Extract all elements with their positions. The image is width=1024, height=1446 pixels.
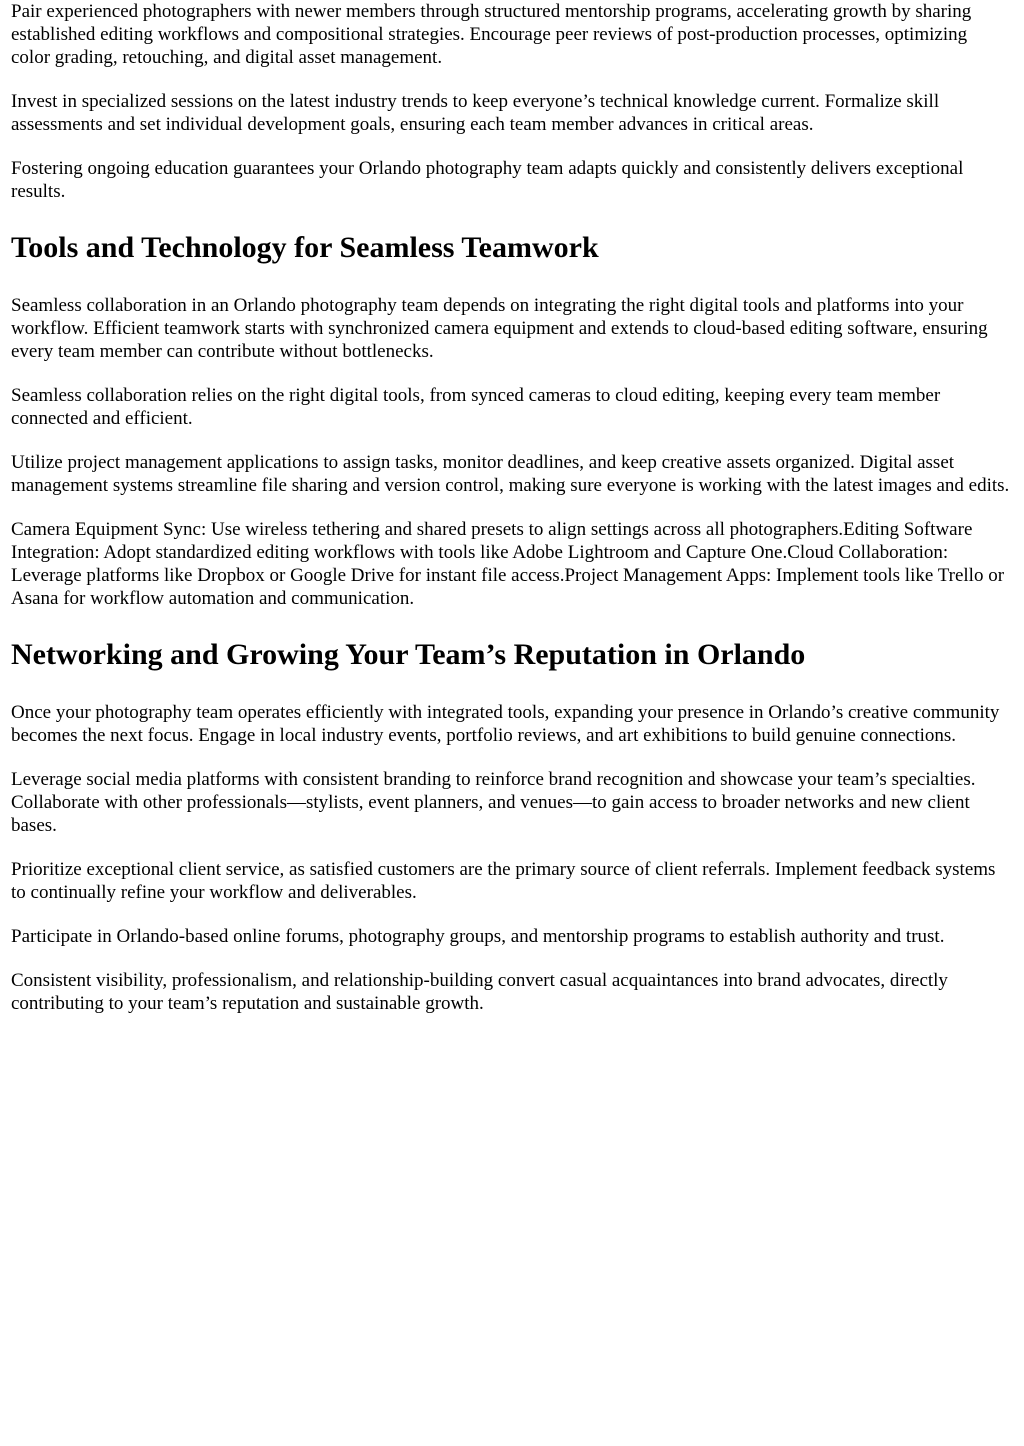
tools-section-heading: Tools and Technology for Seamless Teamwork (11, 231, 599, 264)
intro-paragraph-mentorship: Pair experienced photographers with newer members through structured mentorship programs, accelerating growth by sharing established editing workflows and compositional strategies. Encourage peer reviews of post-production processes, optimizing color grading, retouching, and digital asset management. (11, 1, 972, 68)
tools-paragraph-tool-list: Camera Equipment Sync: Use wireless tethering and shared presets to align settings across all photographers.Editing Software Integration: Adopt standardized editing workflows with tools like Adobe Lightroom and Capture One.Cloud Collaboration: Leverage platforms like Dropbox or Google Drive for instant file access.Project Management Apps: Implement tools like Trello or Asana for workflow automation and communication. (11, 519, 1005, 609)
intro-paragraph-education: Fostering ongoing education guarantees your Orlando photography team adapts quickly and consistently delivers exceptional results. (11, 158, 964, 202)
tools-paragraph-integration: Seamless collaboration in an Orlando photography team depends on integrating the right digital tools and platforms into your workflow. Efficient teamwork starts with synchronized camera equipment and extends to cloud-based editing software, ensuring every team member can contribute without bottlenecks. (11, 295, 988, 362)
networking-paragraph-client-service: Prioritize exceptional client service, as satisfied customers are the primary source of client referrals. Implement feedback systems to continually refine your workflow and deliverables. (11, 859, 996, 903)
tools-paragraph-summary: Seamless collaboration relies on the right digital tools, from synced cameras to cloud editing, keeping every team member connected and efficient. (11, 385, 941, 429)
intro-paragraph-training: Invest in specialized sessions on the latest industry trends to keep everyone’s technical knowledge current. Formalize skill assessments and set individual development goals, ensuring each team member advances in critical areas. (11, 91, 940, 135)
networking-paragraph-community: Once your photography team operates efficiently with integrated tools, expanding your presence in Orlando’s creative community becomes the next focus. Engage in local industry events, portfolio reviews, and art exhibitions to build genuine connections. (11, 702, 1000, 746)
networking-paragraph-visibility: Consistent visibility, professionalism, and relationship-building convert casual acquaintances into brand advocates, directly contributing to your team’s reputation and sustainable growth. (11, 970, 948, 1014)
networking-paragraph-social-media: Leverage social media platforms with consistent branding to reinforce brand recognition and showcase your team’s specialties. Collaborate with other professionals—stylists, event planners, and venues—to gain access to broader networks and new client bases. (11, 769, 976, 836)
networking-section-heading: Networking and Growing Your Team’s Reputation in Orlando (11, 638, 806, 671)
document-body (11, 0, 1010, 1015)
networking-paragraph-forums: Participate in Orlando-based online forums, photography groups, and mentorship programs to establish authority and trust. (11, 926, 945, 947)
tools-paragraph-project-management: Utilize project management applications to assign tasks, monitor deadlines, and keep creative assets organized. Digital asset management systems streamline file sharing and version control, making sure everyone is working with the latest images and edits. (11, 452, 1010, 496)
